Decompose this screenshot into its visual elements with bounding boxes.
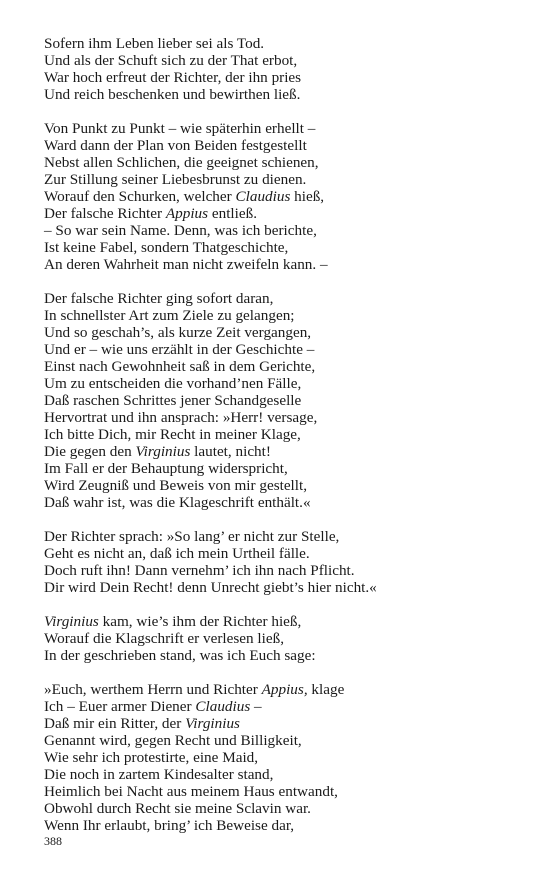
verse-line xyxy=(44,732,524,749)
verse-line xyxy=(44,477,524,494)
verse-line xyxy=(44,528,524,545)
verse-line xyxy=(44,766,524,783)
verse-line xyxy=(44,35,524,52)
poem-text xyxy=(44,35,524,834)
verse-line xyxy=(44,817,524,834)
verse-text: Worauf die Klagschrift er verlesen ließ, xyxy=(44,630,284,647)
verse-line xyxy=(44,681,524,698)
verse-line xyxy=(44,443,524,460)
verse-line xyxy=(44,341,524,358)
verse-line xyxy=(44,137,524,154)
verse-line xyxy=(44,613,524,630)
verse-text: Genannt wird, gegen Recht und Billigkeit, xyxy=(44,732,302,749)
verse-text: Und er – wie uns erzählt in der Geschichte – xyxy=(44,341,315,358)
verse-text: Und so geschah’s, als kurze Zeit vergangen, xyxy=(44,324,312,341)
stanza xyxy=(44,613,524,664)
verse-line xyxy=(44,307,524,324)
verse-text: Die gegen den xyxy=(44,443,136,460)
verse-line xyxy=(44,239,524,256)
italic-name: Virginius xyxy=(135,443,191,460)
verse-line xyxy=(44,154,524,171)
stanza xyxy=(44,120,524,273)
verse-text: entließ. xyxy=(208,205,257,222)
verse-text: Daß mir ein Ritter, der xyxy=(44,715,186,732)
verse-text: Und reich beschenken und bewirthen ließ. xyxy=(44,86,301,103)
verse-text: Dir wird Dein Recht! denn Unrecht giebt’s hier nicht.« xyxy=(44,579,377,596)
verse-text: Doch ruft ihn! Dann vernehm’ ich ihn nach Pflicht. xyxy=(44,562,355,579)
verse-text: War hoch erfreut der Richter, der ihn pries xyxy=(44,69,302,86)
verse-text: Der falsche Richter ging sofort daran, xyxy=(44,290,274,307)
verse-text: Zur Stillung seiner Liebesbrunst zu dienen. xyxy=(44,171,307,188)
verse-text: An deren Wahrheit man nicht zweifeln kann. – xyxy=(44,256,328,273)
verse-text: Um zu entscheiden die vorhand’nen Fälle, xyxy=(44,375,302,392)
verse-line xyxy=(44,698,524,715)
verse-text: – So war sein Name. Denn, was ich berichte, xyxy=(44,222,317,239)
verse-line xyxy=(44,324,524,341)
italic-name: Virginius xyxy=(185,715,240,732)
verse-text: kam, wie’s ihm der Richter hieß, xyxy=(98,613,302,630)
verse-line xyxy=(44,290,524,307)
verse-line xyxy=(44,460,524,477)
verse-text: lautet, nicht! xyxy=(190,443,271,460)
verse-line xyxy=(44,171,524,188)
verse-text: Der falsche Richter xyxy=(44,205,166,222)
verse-text: Von Punkt zu Punkt – wie späterhin erhellt – xyxy=(44,120,316,137)
verse-text: Der Richter sprach: »So lang’ er nicht zur Stelle, xyxy=(44,528,340,545)
italic-name: Claudius xyxy=(235,188,291,205)
stanza xyxy=(44,528,524,596)
verse-line xyxy=(44,69,524,86)
verse-text: Ich bitte Dich, mir Recht in meiner Klage, xyxy=(44,426,301,443)
verse-text: In der geschrieben stand, was ich Euch sage: xyxy=(44,647,316,664)
verse-line xyxy=(44,392,524,409)
verse-line xyxy=(44,494,524,511)
verse-text: Sofern ihm Leben lieber sei als Tod. xyxy=(44,35,265,52)
verse-line xyxy=(44,426,524,443)
verse-text: Und als der Schuft sich zu der That erbot, xyxy=(44,52,298,69)
verse-text: Wenn Ihr erlaubt, bring’ ich Beweise dar, xyxy=(44,817,295,834)
verse-line xyxy=(44,647,524,664)
verse-text: Ward dann der Plan von Beiden festgestellt xyxy=(44,137,307,154)
italic-name: Appius xyxy=(165,205,209,222)
verse-line xyxy=(44,358,524,375)
verse-text: Wird Zeugniß und Beweis von mir gestellt, xyxy=(44,477,308,494)
verse-text: Im Fall er der Behauptung widerspricht, xyxy=(44,460,288,477)
page-number: 388 xyxy=(44,834,62,848)
verse-line xyxy=(44,205,524,222)
verse-line xyxy=(44,579,524,596)
verse-text: klage xyxy=(307,681,345,698)
verse-text: Wie sehr ich protestirte, eine Maid, xyxy=(44,749,259,766)
stanza xyxy=(44,290,524,511)
verse-line xyxy=(44,783,524,800)
verse-line xyxy=(44,52,524,69)
verse-text: Daß raschen Schrittes jener Schandgeselle xyxy=(44,392,302,409)
verse-text: – xyxy=(250,698,262,715)
verse-line xyxy=(44,222,524,239)
verse-line xyxy=(44,562,524,579)
verse-text: In schnellster Art zum Ziele zu gelangen; xyxy=(44,307,295,324)
verse-line xyxy=(44,630,524,647)
verse-text: Obwohl durch Recht sie meine Sclavin war. xyxy=(44,800,311,817)
verse-line xyxy=(44,800,524,817)
verse-text: Einst nach Gewohnheit saß in dem Gerichte, xyxy=(44,358,316,375)
verse-text: Hervortrat und ihn ansprach: »Herr! versage, xyxy=(44,409,318,426)
italic-name: Virginius xyxy=(44,613,99,630)
verse-line xyxy=(44,545,524,562)
verse-line xyxy=(44,749,524,766)
verse-line xyxy=(44,86,524,103)
verse-text: Heimlich bei Nacht aus meinem Haus entwandt, xyxy=(44,783,338,800)
verse-text: Worauf den Schurken, welcher xyxy=(44,188,236,205)
stanza xyxy=(44,35,524,103)
verse-text: Ist keine Fabel, sondern Thatgeschichte, xyxy=(44,239,289,256)
italic-name: Claudius xyxy=(195,698,251,715)
verse-text: Daß wahr ist, was die Klageschrift enthält.« xyxy=(44,494,311,511)
verse-line xyxy=(44,375,524,392)
verse-text: Geht es nicht an, daß ich mein Urtheil fälle. xyxy=(44,545,310,562)
verse-line xyxy=(44,256,524,273)
stanza xyxy=(44,681,524,834)
verse-text: Nebst allen Schlichen, die geeignet schienen, xyxy=(44,154,319,171)
verse-line xyxy=(44,120,524,137)
verse-line xyxy=(44,409,524,426)
verse-text: »Euch, werthem Herrn und Richter xyxy=(44,681,262,698)
italic-name: Appius, xyxy=(261,681,308,698)
verse-text: hieß, xyxy=(290,188,325,205)
verse-line xyxy=(44,188,524,205)
verse-line xyxy=(44,715,524,732)
verse-text: Die noch in zartem Kindesalter stand, xyxy=(44,766,274,783)
verse-text: Ich – Euer armer Diener xyxy=(44,698,196,715)
